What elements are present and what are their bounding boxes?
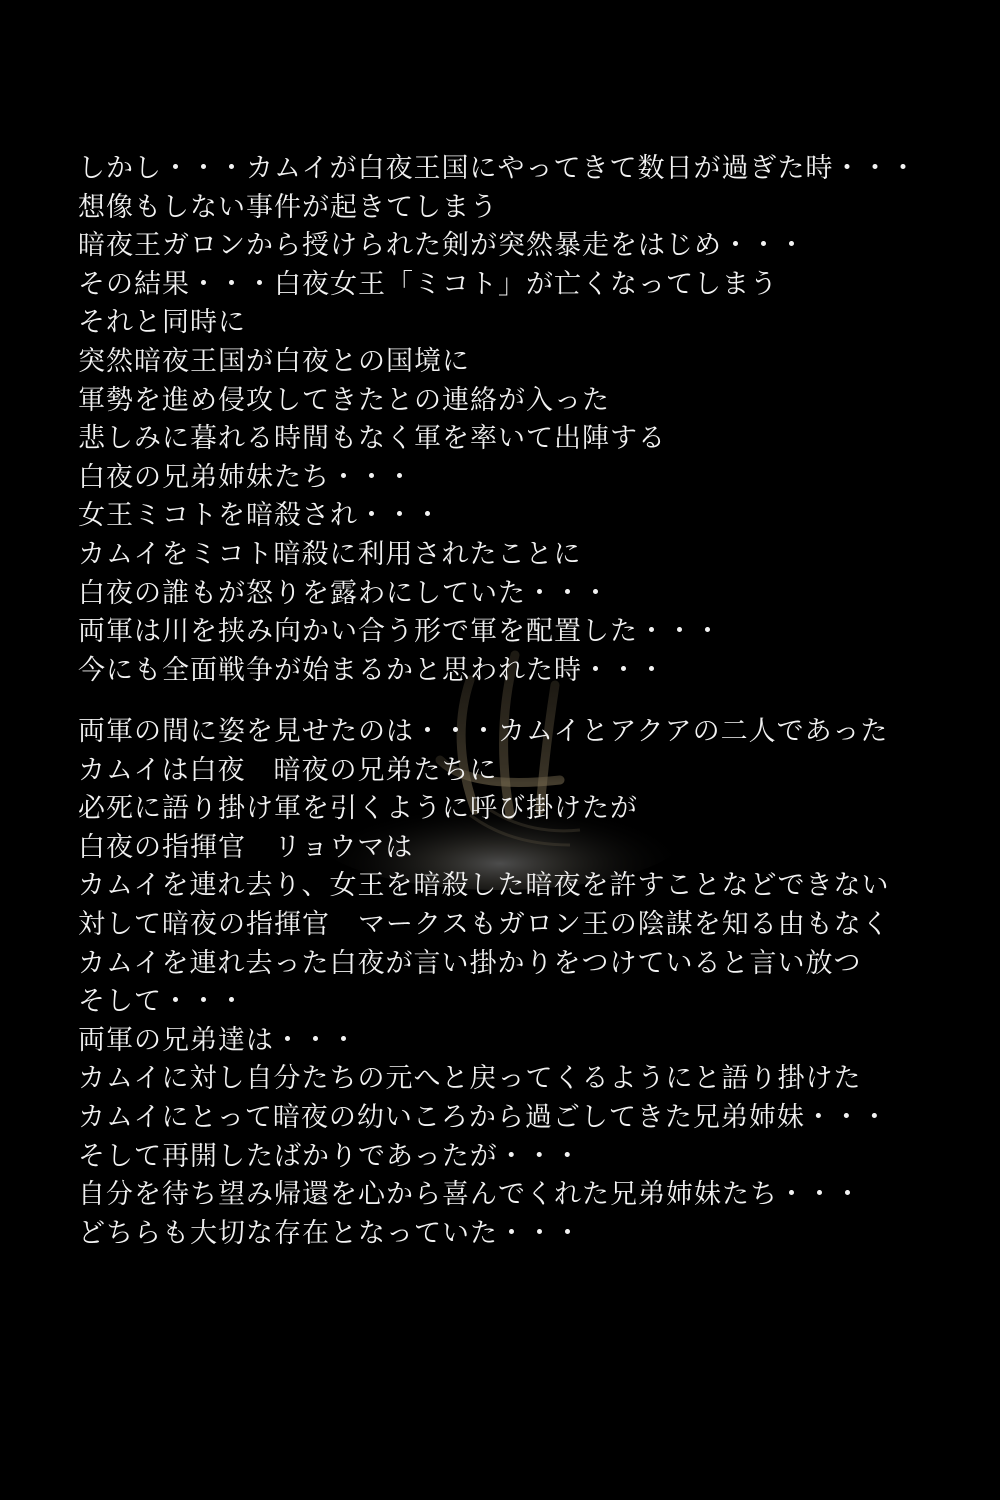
text-line: 両軍の間に姿を見せたのは・・・カムイとアクアの二人であった (78, 716, 889, 747)
text-line: 両軍の兄弟達は・・・ (78, 1024, 358, 1056)
text-line: そして再開したばかりであったが・・・ (78, 1140, 582, 1172)
text-line: カムイを連れ去り、女王を暗殺した暗夜を許すことなどできない (78, 870, 890, 902)
text-line: 想像もしない事件が起きてしまう (78, 191, 498, 223)
text-line: 白夜の指揮官 リョウマは (78, 831, 414, 863)
text-line: カムイを連れ去った白夜が言い掛かりをつけていると言い放つ (78, 947, 862, 979)
paragraph-1 (78, 150, 978, 690)
text-line: 両軍は川を挟み向かい合う形で軍を配置した・・・ (78, 616, 722, 648)
text-line: 暗夜王ガロンから授けられた剣が突然暴走をはじめ・・・ (78, 230, 806, 262)
text-line: どちらも大切な存在となっていた・・・ (78, 1217, 582, 1249)
text-line: 悲しみに暮れる時間もなく軍を率いて出陣する (78, 423, 666, 455)
text-line: 突然暗夜王国が白夜との国境に (78, 345, 470, 377)
text-line: そして・・・ (78, 986, 246, 1018)
text-line: カムイをミコト暗殺に利用されたことに (78, 538, 582, 570)
text-line: カムイに対し自分たちの元へと戻ってくるようにと語り掛けた (78, 1063, 862, 1095)
text-line: 必死に語り掛け軍を引くように呼び掛けたが (78, 793, 638, 825)
text-line: 今にも全面戦争が始まるかと思われた時・・・ (78, 654, 666, 686)
text-line: 対して暗夜の指揮官 マークスもガロン王の陰謀を知る由もなく (78, 908, 890, 940)
text-line: 自分を待ち望み帰還を心から喜んでくれた兄弟姉妹たち・・・ (78, 1179, 862, 1211)
text-line: カムイは白夜 暗夜の兄弟たちに (78, 754, 498, 786)
text-line: しかし・・・カムイが白夜王国にやってきて数日が過ぎた時・・・ (78, 153, 918, 184)
text-line: その結果・・・白夜女王「ミコト」が亡くなってしまう (78, 268, 778, 300)
text-line: 白夜の誰もが怒りを露わにしていた・・・ (78, 577, 610, 609)
text-line: カムイにとって暗夜の幼いころから過ごしてきた兄弟姉妹・・・ (78, 1101, 889, 1133)
paragraph-2 (78, 713, 978, 1253)
text-line: 白夜の兄弟姉妹たち・・・ (78, 461, 414, 493)
text-line: 女王ミコトを暗殺され・・・ (78, 500, 442, 532)
text-line: 軍勢を進め侵攻してきたとの連絡が入った (78, 384, 610, 416)
text-line: それと同時に (78, 307, 246, 339)
